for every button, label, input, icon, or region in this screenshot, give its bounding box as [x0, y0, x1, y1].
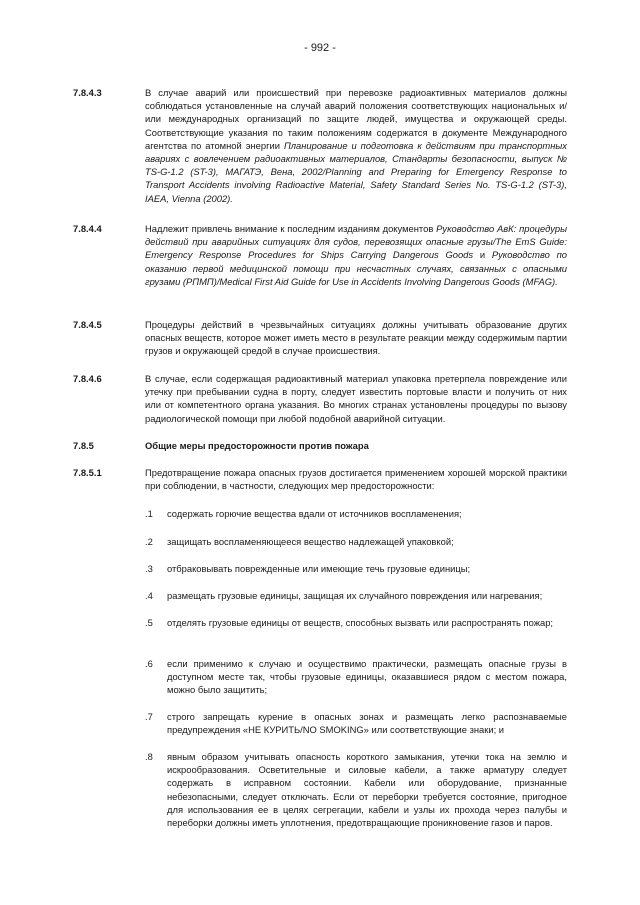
section-text-plain: В случае аварий или происшествий при перевозке радиоактивных материалов должны соблюдаться установленные на случай аварий положения соответствующих национальных и/или международных организаций по защите людей, имущества и окружающей среды. Соответствующие указания по таким положениям содержатся в документе Международного агентства по атомной энергии [145, 87, 567, 151]
list-item-number: .1 [145, 508, 153, 519]
section-number: 7.8.4.5 [73, 319, 102, 330]
section-text-italic: Руководство АвК: процедуры действий при аварийных ситуациях для судов, перевозящих опасные грузы/The EmS Guide: Emergency Response Procedures for Ships Carrying Dangerous Goods [145, 223, 568, 261]
list-item-number: .7 [145, 711, 153, 722]
section-heading: Общие меры предосторожности против пожара [145, 440, 369, 451]
list-item-number: .2 [145, 536, 153, 547]
section-7-8-4-5 [73, 318, 567, 358]
list-item-text: защищать воспламеняющееся вещество надлежащей упаковкой; [167, 536, 454, 547]
list-item [145, 589, 567, 602]
section-number: 7.8.5 [73, 440, 94, 451]
list-item [145, 616, 567, 629]
list-item-text: явным образом учитывать опасность короткого замыкания, утечки тока на землю и искрообразования. Осветительные и силовые кабели, а также арматуру следует содержать в исправном состоянии. Кабели или оборудование, признанные небезопасными, следует отключать. Если от переборки требуется состояние, пригодное для использования ее в целях сегрегации, кабели и узлы их прохода через палубы и переборки должны иметь уплотнения, предотвращающие проникновение газов и паров. [167, 751, 567, 829]
section-text [145, 86, 567, 205]
section-7-8-5-1 [73, 466, 567, 492]
section-text-italic: Руководство по оказанию первой медицинской помощи при несчастных случаях, связанных с опасными грузами (РПМП)/Medical First Aid Guide for Use in Accidents Involving Dangerous Goods (MFAG). [145, 249, 568, 287]
page-number: - 992 - [304, 42, 336, 54]
section-7-8-4-3 [73, 86, 567, 205]
section-text-plain: и [473, 249, 492, 261]
list-item [145, 710, 567, 736]
section-number: 7.8.5.1 [73, 467, 102, 478]
list-item-number: .8 [145, 751, 153, 762]
section-text-plain: Надлежит привлечь внимание к последним изданиям документов [145, 223, 437, 234]
section-text: Процедуры действий в чрезвычайных ситуациях должны учитывать образование других опасных веществ, которое может иметь место в результате реакции между содержимым партии грузов и окружающей средой в случае происшествия. [145, 319, 567, 357]
section-7-8-4-4 [73, 222, 567, 288]
section-number: 7.8.4.4 [73, 223, 102, 234]
section-text [145, 222, 567, 288]
section-text: Предотвращение пожара опасных грузов достигается применением хорошей морской практики при соблюдении, в частности, следующих мер предосторожности: [145, 467, 567, 492]
list-item-text: отделять грузовые единицы от веществ, способных вызвать или распространять пожар; [167, 617, 554, 628]
section-7-8-5 [73, 439, 567, 452]
list-item [145, 657, 567, 697]
section-text: В случае, если содержащая радиоактивный материал упаковка претерпела повреждение или утечку при пребывании судна в порту, следует известить портовые власти и получить от них или от компетентного органа указания. Во многих странах установлены процедуры по вызову радиологической помощи при любой подобной аварийной ситуации. [145, 373, 567, 424]
section-number: 7.8.4.3 [73, 87, 102, 98]
list-item-text: если применимо к случаю и осуществимо практически, размещать опасные грузы в доступном месте так, чтобы грузовые единицы, оказавшиеся рядом с местом пожара, можно было защитить; [167, 658, 567, 696]
list-item-text: отбраковывать поврежденные или имеющие течь грузовые единицы; [167, 563, 471, 574]
list-item [145, 507, 567, 520]
list-item [145, 535, 567, 548]
list-item-number: .6 [145, 658, 153, 669]
section-number: 7.8.4.6 [73, 373, 102, 384]
list-item-number: .5 [145, 617, 153, 628]
list-item-text: размещать грузовые единицы, защищая их случайного повреждения или нагревания; [167, 590, 543, 601]
list-item-number: .3 [145, 563, 153, 574]
list-item-number: .4 [145, 590, 153, 601]
list-item [145, 562, 567, 575]
section-text-italic: Планирование и подготовка к действиям при транспортных авариях с вовлечением радиоактивных материалов, Стандарты безопасности, выпуск № TS-G-1.2 (ST-3), МАГАТЭ, Вена, 2002/Planning and Preparing for Emergency Response to Transport Accidents involving Radioactive Material, Safety Standard Series No. TS-G-1.2 (ST-3), IAEA, Vienna (2002). [145, 139, 567, 204]
list-item [145, 750, 567, 829]
list-item-text: содержать горючие вещества вдали от источников воспламенения; [167, 508, 462, 519]
list-item-text: строго запрещать курение в опасных зонах и размещать легко распознаваемые предупреждения «НЕ КУРИТЬ/NO SMOKING» или соответствующие знаки; и [167, 711, 567, 736]
section-7-8-4-6 [73, 372, 567, 425]
